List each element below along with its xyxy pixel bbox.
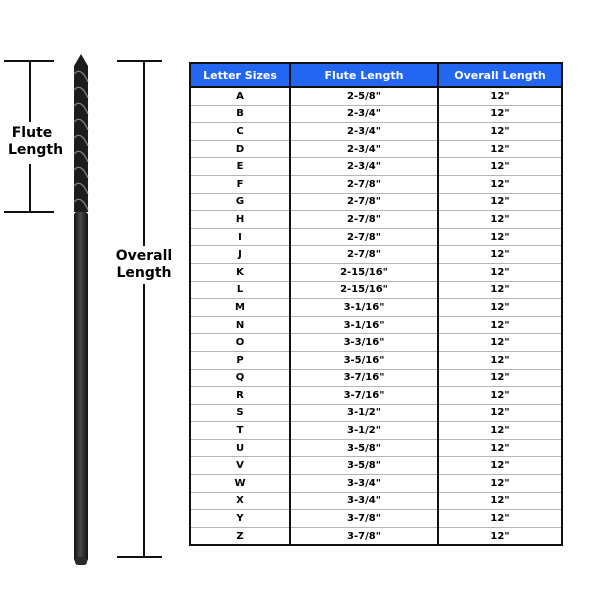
header-overall-length: Overall Length: [438, 63, 562, 87]
overall-length-dimension: [110, 0, 185, 600]
flute-dimension-line-upper: [29, 60, 31, 122]
cell-overall-length: 12": [438, 439, 562, 457]
cell-flute-length: 3-1/16": [290, 299, 438, 317]
cell-flute-length: 3-7/16": [290, 387, 438, 405]
cell-overall-length: 12": [438, 369, 562, 387]
cell-overall-length: 12": [438, 527, 562, 545]
cell-flute-length: 2-5/8": [290, 87, 438, 105]
table-row: [190, 299, 562, 317]
cell-overall-length: 12": [438, 263, 562, 281]
table-row: [190, 457, 562, 475]
cell-flute-length: 2-7/8": [290, 211, 438, 229]
cell-letter-size: Q: [190, 369, 290, 387]
cell-flute-length: 2-3/4": [290, 158, 438, 176]
drill-bit-icon: [66, 52, 96, 567]
header-flute-length: Flute Length: [290, 63, 438, 87]
flute-bottom-cap-line: [4, 211, 54, 213]
cell-flute-length: 3-1/16": [290, 316, 438, 334]
cell-overall-length: 12": [438, 87, 562, 105]
table-row: [190, 527, 562, 545]
cell-letter-size: E: [190, 158, 290, 176]
cell-letter-size: H: [190, 211, 290, 229]
cell-letter-size: U: [190, 439, 290, 457]
overall-dimension-line-lower: [143, 284, 145, 557]
cell-overall-length: 12": [438, 316, 562, 334]
overall-length-label: [110, 248, 178, 282]
cell-overall-length: 12": [438, 281, 562, 299]
table-row: [190, 87, 562, 105]
cell-flute-length: 3-5/8": [290, 457, 438, 475]
cell-overall-length: 12": [438, 105, 562, 123]
cell-overall-length: 12": [438, 404, 562, 422]
table-body: [190, 87, 562, 545]
cell-overall-length: 12": [438, 457, 562, 475]
cell-overall-length: 12": [438, 193, 562, 211]
cell-overall-length: 12": [438, 175, 562, 193]
table-row: [190, 281, 562, 299]
cell-letter-size: C: [190, 123, 290, 141]
drill-size-table: [189, 62, 563, 546]
cell-flute-length: 3-5/16": [290, 351, 438, 369]
overall-top-cap-line: [117, 60, 162, 62]
cell-overall-length: 12": [438, 211, 562, 229]
cell-overall-length: 12": [438, 123, 562, 141]
cell-letter-size: P: [190, 351, 290, 369]
cell-letter-size: R: [190, 387, 290, 405]
overall-label-line1: Overall: [115, 248, 173, 264]
cell-letter-size: B: [190, 105, 290, 123]
table-row: [190, 492, 562, 510]
cell-flute-length: 2-3/4": [290, 140, 438, 158]
cell-letter-size: L: [190, 281, 290, 299]
flute-label-line1: Flute: [11, 125, 53, 141]
table-row: [190, 369, 562, 387]
table-row: [190, 211, 562, 229]
table-row: [190, 422, 562, 440]
table-row: [190, 175, 562, 193]
cell-flute-length: 2-3/4": [290, 123, 438, 141]
cell-overall-length: 12": [438, 492, 562, 510]
cell-overall-length: 12": [438, 334, 562, 352]
cell-flute-length: 3-1/2": [290, 404, 438, 422]
cell-flute-length: 2-3/4": [290, 105, 438, 123]
cell-flute-length: 3-7/8": [290, 510, 438, 528]
cell-letter-size: Y: [190, 510, 290, 528]
cell-flute-length: 2-7/8": [290, 175, 438, 193]
flute-label-line2: Length: [8, 142, 64, 158]
table-header-row: [190, 63, 562, 87]
overall-bottom-cap-line: [117, 556, 162, 558]
flute-dimension-line-lower: [29, 164, 31, 212]
overall-label-line2: Length: [116, 265, 172, 281]
cell-flute-length: 2-15/16": [290, 263, 438, 281]
cell-flute-length: 3-7/8": [290, 527, 438, 545]
cell-flute-length: 2-15/16": [290, 281, 438, 299]
cell-flute-length: 3-7/16": [290, 369, 438, 387]
flute-length-dimension: [0, 0, 70, 600]
cell-letter-size: K: [190, 263, 290, 281]
cell-overall-length: 12": [438, 510, 562, 528]
table-row: [190, 351, 562, 369]
cell-letter-size: X: [190, 492, 290, 510]
table-row: [190, 475, 562, 493]
cell-letter-size: J: [190, 246, 290, 264]
cell-letter-size: F: [190, 175, 290, 193]
cell-letter-size: N: [190, 316, 290, 334]
table-row: [190, 334, 562, 352]
table-row: [190, 263, 562, 281]
table-row: [190, 439, 562, 457]
table-row: [190, 246, 562, 264]
table-row: [190, 316, 562, 334]
table-row: [190, 404, 562, 422]
table-row: [190, 158, 562, 176]
cell-letter-size: G: [190, 193, 290, 211]
cell-letter-size: A: [190, 87, 290, 105]
flute-length-label: [8, 125, 64, 159]
table-row: [190, 193, 562, 211]
cell-flute-length: 3-3/16": [290, 334, 438, 352]
cell-overall-length: 12": [438, 422, 562, 440]
cell-flute-length: 2-7/8": [290, 228, 438, 246]
cell-overall-length: 12": [438, 140, 562, 158]
table-row: [190, 228, 562, 246]
table-row: [190, 510, 562, 528]
cell-flute-length: 3-3/4": [290, 475, 438, 493]
table-row: [190, 123, 562, 141]
cell-overall-length: 12": [438, 475, 562, 493]
cell-flute-length: 2-7/8": [290, 193, 438, 211]
cell-letter-size: I: [190, 228, 290, 246]
cell-flute-length: 3-1/2": [290, 422, 438, 440]
table-row: [190, 387, 562, 405]
cell-letter-size: S: [190, 404, 290, 422]
header-letter-sizes: Letter Sizes: [190, 63, 290, 87]
cell-overall-length: 12": [438, 228, 562, 246]
cell-letter-size: O: [190, 334, 290, 352]
cell-overall-length: 12": [438, 246, 562, 264]
cell-flute-length: 3-3/4": [290, 492, 438, 510]
cell-letter-size: W: [190, 475, 290, 493]
cell-flute-length: 3-5/8": [290, 439, 438, 457]
cell-letter-size: Z: [190, 527, 290, 545]
cell-letter-size: M: [190, 299, 290, 317]
cell-letter-size: V: [190, 457, 290, 475]
cell-overall-length: 12": [438, 299, 562, 317]
overall-dimension-line-upper: [143, 60, 145, 246]
cell-letter-size: T: [190, 422, 290, 440]
cell-flute-length: 2-7/8": [290, 246, 438, 264]
cell-overall-length: 12": [438, 351, 562, 369]
table-row: [190, 105, 562, 123]
cell-letter-size: D: [190, 140, 290, 158]
table-row: [190, 140, 562, 158]
cell-overall-length: 12": [438, 158, 562, 176]
cell-overall-length: 12": [438, 387, 562, 405]
